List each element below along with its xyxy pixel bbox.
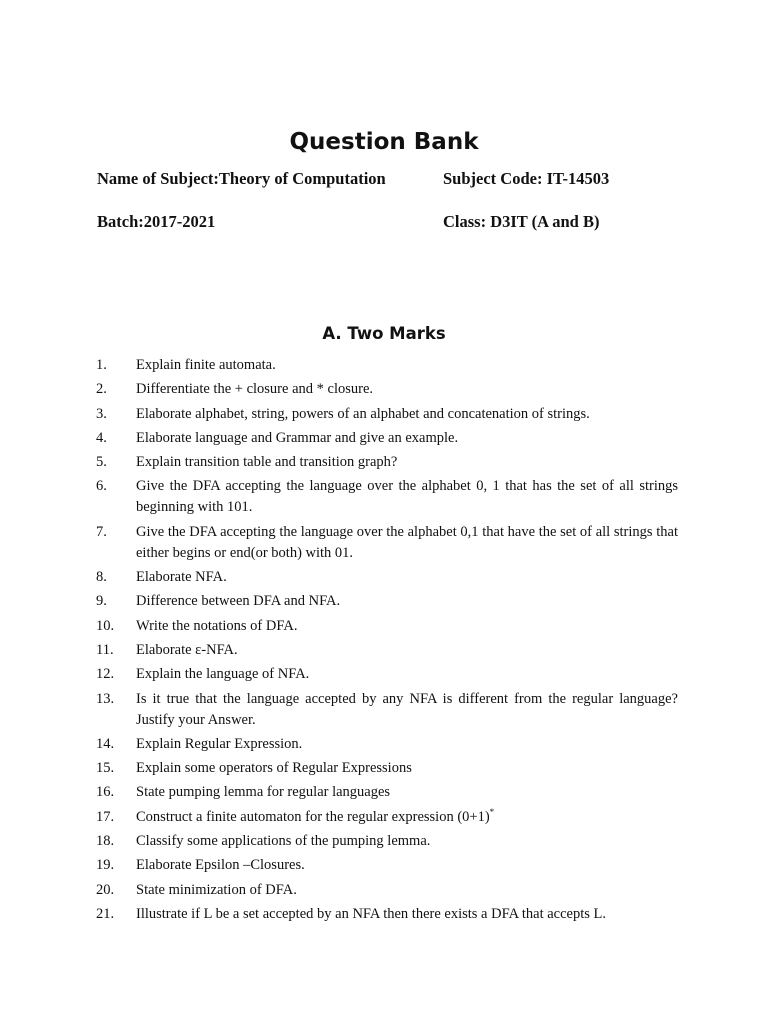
question-text	[136, 758, 678, 779]
question-text	[136, 476, 678, 518]
question-item	[0, 616, 768, 637]
class-info: Class: D3IT (A and B)	[443, 212, 600, 231]
question-text-body: Give the DFA accepting the language over the alphabet 0, 1 that has the set of all strings beginning with 101.	[136, 478, 678, 516]
question-number: 8.	[96, 569, 107, 586]
question-text	[136, 567, 678, 588]
question-item	[0, 379, 768, 400]
question-text-body: Is it true that the language accepted by any NFA is different from the regular language? Justify your Answer.	[136, 690, 678, 728]
question-number: 19.	[96, 857, 115, 874]
question-number: 7.	[96, 523, 107, 540]
question-item	[0, 758, 768, 779]
question-text-body: Elaborate alphabet, string, powers of an alphabet and concatenation of strings.	[136, 405, 590, 422]
batch-info: Batch:2017-2021	[97, 212, 216, 231]
question-text	[136, 355, 678, 376]
question-item	[0, 452, 768, 473]
question-text	[136, 855, 678, 876]
question-item	[0, 904, 768, 925]
question-item	[0, 640, 768, 661]
question-text-body: Explain some operators of Regular Expressions	[136, 760, 412, 777]
question-text	[136, 591, 678, 612]
question-item	[0, 689, 768, 731]
page-title: Question Bank	[289, 129, 479, 155]
question-text	[136, 734, 678, 755]
question-text-body: Elaborate NFA.	[136, 569, 227, 586]
question-text	[136, 522, 678, 564]
superscript-star: *	[489, 806, 495, 817]
question-text-body: Explain Regular Expression.	[136, 735, 303, 752]
question-text	[136, 452, 678, 473]
question-item	[0, 476, 768, 518]
question-text	[136, 428, 678, 449]
question-number: 10.	[96, 617, 115, 634]
question-number: 12.	[96, 666, 115, 683]
question-item	[0, 664, 768, 685]
question-number: 16.	[96, 784, 115, 801]
question-item	[0, 591, 768, 612]
question-text-body: State pumping lemma for regular languages	[136, 784, 391, 801]
question-text	[136, 782, 678, 803]
question-number: 1.	[96, 357, 107, 373]
question-text	[136, 379, 678, 400]
question-text-body: Elaborate language and Grammar and give an example.	[136, 429, 459, 446]
question-text-body: Elaborate Epsilon –Closures.	[136, 857, 305, 874]
question-item	[0, 782, 768, 803]
question-number: 14.	[96, 735, 115, 752]
question-number: 17.	[96, 808, 115, 825]
question-number: 20.	[96, 881, 115, 898]
question-item	[0, 404, 768, 425]
question-text-body: Classify some applications of the pumping lemma.	[136, 833, 431, 850]
question-number: 13.	[96, 690, 115, 707]
question-item	[0, 807, 768, 828]
question-number: 4.	[96, 429, 107, 446]
question-item	[0, 567, 768, 588]
question-number: 18.	[96, 833, 115, 850]
question-text	[136, 664, 678, 685]
question-number: 3.	[96, 405, 107, 422]
question-item	[0, 831, 768, 852]
question-number: 9.	[96, 593, 107, 610]
question-number: 2.	[96, 381, 107, 398]
question-number: 15.	[96, 760, 115, 777]
question-item	[0, 734, 768, 755]
question-text	[136, 831, 678, 852]
question-item	[0, 855, 768, 876]
question-text-body: Difference between DFA and NFA.	[136, 593, 341, 610]
question-item	[0, 880, 768, 901]
question-item	[0, 355, 768, 376]
question-text-body: Construct a finite automaton for the regular expression (0+1)	[136, 808, 490, 825]
question-number: 5.	[96, 454, 107, 471]
question-number: 21.	[96, 905, 115, 922]
question-text	[136, 404, 678, 425]
question-item	[0, 522, 768, 564]
question-text-body: Explain transition table and transition graph?	[136, 454, 398, 471]
question-text	[136, 904, 678, 925]
question-text-body: Explain finite automata.	[136, 357, 276, 373]
question-text	[136, 689, 678, 731]
subject-code: Subject Code: IT-14503	[443, 169, 610, 188]
question-item	[0, 428, 768, 449]
section-heading: A. Two Marks	[322, 324, 446, 343]
question-list	[0, 355, 768, 928]
question-text	[136, 616, 678, 637]
question-number: 11.	[96, 641, 114, 658]
question-text-body: Elaborate ε-NFA.	[136, 641, 238, 658]
question-text-body: Differentiate the + closure and * closure.	[136, 381, 373, 398]
question-text	[136, 640, 678, 661]
question-text-body: Illustrate if L be a set accepted by an NFA then there exists a DFA that accepts L.	[136, 905, 607, 922]
question-text	[136, 807, 678, 828]
question-number: 6.	[96, 478, 107, 495]
subject-name: Name of Subject:Theory of Computation	[97, 169, 386, 188]
question-text-body: Give the DFA accepting the language over the alphabet 0,1 that have the set of all strings that either begins or end(or both) with 01.	[136, 523, 678, 561]
question-text	[136, 880, 678, 901]
question-text-body: Write the notations of DFA.	[136, 617, 298, 634]
question-text-body: Explain the language of NFA.	[136, 666, 310, 683]
question-text-body: State minimization of DFA.	[136, 881, 297, 898]
